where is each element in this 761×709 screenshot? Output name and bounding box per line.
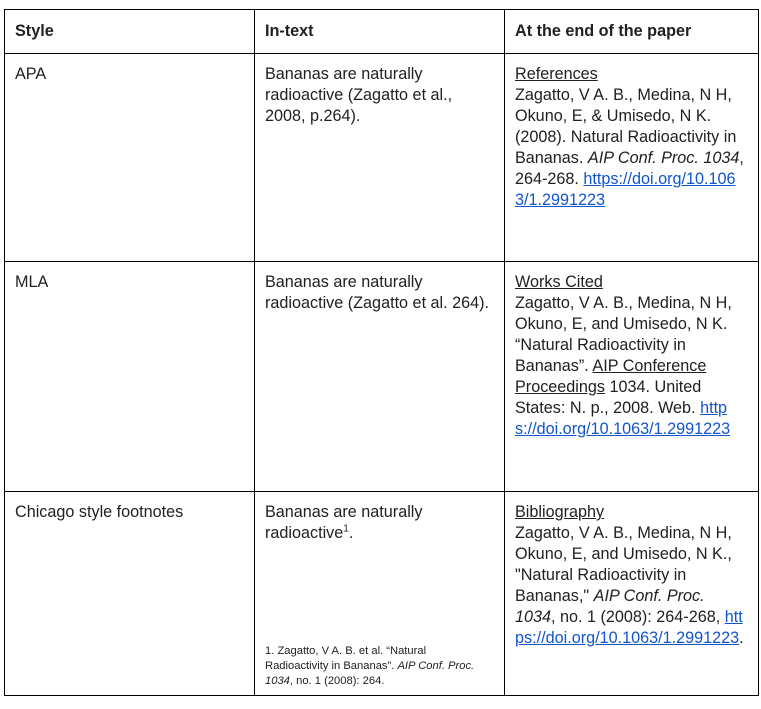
mla-pages: 1034. United States: N. p., 2008. Web. xyxy=(515,378,702,417)
style-cell-apa: APA xyxy=(5,54,255,262)
works-cited-heading: Works Cited xyxy=(515,273,603,291)
references-heading: References xyxy=(515,65,598,83)
intext-cell-chicago xyxy=(255,492,505,696)
chicago-doi-link[interactable]: https://doi.org/10.1063/1.2991223 xyxy=(515,608,743,647)
chicago-journal: AIP Conf. Proc. 1034 xyxy=(515,587,705,626)
apa-journal: AIP Conf. Proc. 1034 xyxy=(587,149,740,167)
style-cell-chicago: Chicago style footnotes xyxy=(5,492,255,696)
header-end-of-paper: At the end of the paper xyxy=(505,10,759,54)
apa-pages: , 264-268. xyxy=(515,149,744,188)
mla-journal: AIP Conference Proceedings xyxy=(515,357,707,396)
table-row-mla xyxy=(5,262,759,492)
apa-authors: Zagatto, V A. B., Medina, N H, Okuno, E, & Umisedo, N K. (2008). Natural Radioactivity in Bananas. xyxy=(515,86,737,167)
citation-styles-table xyxy=(4,9,759,696)
footnote-text: 1. Zagatto, V A. B. et al. “Natural Radioactivity in Bananas”. xyxy=(265,645,427,672)
intext-cell-apa: Bananas are naturally radioactive (Zagatto et al., 2008, p.264). xyxy=(255,54,505,262)
chicago-intext-end: . xyxy=(348,524,354,542)
footnote-marker: 1 xyxy=(343,523,349,535)
bibliography-heading: Bibliography xyxy=(515,503,605,521)
footnote-journal: AIP Conf. Proc. 1034 xyxy=(265,660,475,687)
end-cell-apa xyxy=(505,54,759,262)
table-row-chicago xyxy=(5,492,759,696)
mla-authors: Zagatto, V A. B., Medina, N H, Okuno, E, and Umisedo, N K. “Natural Radioactivity in Bananas”. xyxy=(515,294,732,375)
end-cell-chicago xyxy=(505,492,759,696)
mla-doi-link[interactable]: https://doi.org/10.1063/1.2991223 xyxy=(515,399,731,438)
end-cell-mla xyxy=(505,262,759,492)
table-row-apa xyxy=(5,54,759,262)
table-header-row xyxy=(5,10,759,54)
footnote xyxy=(265,644,490,689)
chicago-pages: , no. 1 (2008): 264-268, xyxy=(551,608,721,626)
chicago-trailing-period: . xyxy=(739,629,744,647)
header-intext: In-text xyxy=(255,10,505,54)
chicago-intext: Bananas are naturally radioactive xyxy=(265,503,423,542)
footnote-rest: , no. 1 (2008): 264. xyxy=(289,675,385,687)
chicago-authors: Zagatto, V A. B., Medina, N H, Okuno, E, and Umisedo, N K., "Natural Radioactivity in Bananas," xyxy=(515,524,732,605)
header-style: Style xyxy=(5,10,255,54)
style-cell-mla: MLA xyxy=(5,262,255,492)
apa-doi-link[interactable]: https://doi.org/10.1063/1.2991223 xyxy=(515,170,736,209)
intext-cell-mla: Bananas are naturally radioactive (Zagatto et al. 264). xyxy=(255,262,505,492)
